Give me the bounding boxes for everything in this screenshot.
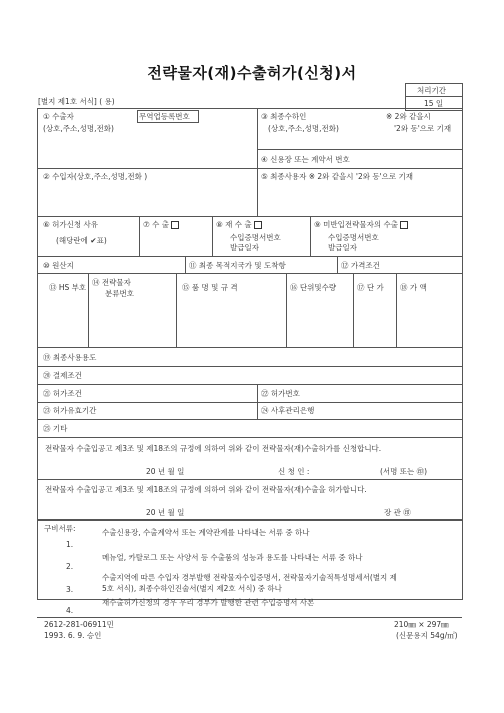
authority-label: 장 관 ㊞ [384, 508, 411, 517]
application-reason-sublabel: (해당란에 ✔표) [56, 236, 107, 245]
doc-4-text: 재수출허가신청의 경우 우리 경부가 발행한 관련 수입증명서 사본 [102, 598, 315, 607]
origin-label: ⑩ 원산지 [43, 261, 74, 270]
end-use-label: ⑲ 최종사용용도 [43, 353, 97, 362]
processing-period-label: 처리기간 [417, 86, 446, 95]
application-date: 20 년 월 일 [146, 467, 185, 476]
consignee-label: ③ 최종수하인 [261, 112, 307, 121]
item-name-header: ⑮ 품 명 및 규 격 [182, 283, 238, 292]
applicant-label: 신 청 인 : [278, 467, 310, 476]
follow-up-bank-label: ㉔ 사후관리은행 [261, 406, 315, 415]
application-reason-label: ⑥ 허가신청 사유 [43, 220, 98, 229]
license-validity-label: ㉓ 허가유효기간 [43, 406, 97, 415]
processing-period-value: 15 일 [424, 99, 444, 108]
consignee-sublabel: (상호,주소,성명,전화) [268, 124, 339, 133]
export-checkbox[interactable] [171, 221, 179, 229]
non-import-cert-no: 수입증명서번호 [328, 233, 379, 242]
required-documents-label: 구비서류: [44, 524, 76, 533]
application-statement: 전략물자 수출입공고 제3조 및 제18조의 규정에 의하여 위와 같이 전략물자(재)수출허가를 신청합니다. [45, 444, 382, 453]
page-title: 전략물자(재)수출허가(신청)서 [147, 64, 357, 82]
grant-statement: 전략물자 수출입공고 제3조 및 제18조의 규정에 의하여 위와 같이 전략물자(재)수출을 허가합니다. [45, 485, 367, 494]
export-label: ⑦ 수 출 [143, 220, 179, 229]
license-number-label: ㉒ 허가번호 [261, 389, 300, 398]
consignee-note2: '2와 동'으로 기재 [394, 124, 452, 133]
doc-4-number: 4. [66, 606, 74, 615]
unit-quantity-header: ⑯ 단위및수량 [290, 283, 337, 292]
signature-label: (서명 또는 ㊞) [380, 467, 428, 476]
price-terms-label: ⑫ 가격조건 [341, 261, 380, 270]
payment-terms-label: ⑳ 결제조건 [43, 371, 82, 380]
importer-label: ② 수입자(상호,주소,성명,전화 ) [43, 172, 148, 181]
other-label: ㉕ 기타 [43, 424, 68, 433]
reexport-cert-no: 수입증명서번호 [230, 233, 281, 242]
classification-header-2: 분류번호 [105, 289, 134, 298]
trade-registration-label: 무역업등록번호 [139, 112, 190, 121]
exporter-sublabel: (상호,주소,성명,전화) [43, 124, 114, 133]
grant-date: 20 년 월 일 [146, 508, 185, 517]
destination-label: ⑪ 최종 목적지국가 및 도착항 [189, 261, 286, 270]
doc-3-text: 수출지역에 따른 수입자 경부발행 전략물자수입증명서, 전략물자기술적특성명세서(별지 제 [102, 573, 397, 582]
application-form [37, 108, 463, 521]
doc-1-number: 1. [66, 540, 74, 549]
paper-type: (신문용지 54g/㎡) [396, 631, 458, 640]
hs-code-header: ⑬ HS 부호 [49, 283, 87, 292]
non-import-export-label: ⑨ 미반입전략물자의 수출 [314, 220, 408, 229]
reexport-issue-date: 발급일자 [230, 243, 259, 252]
trade-registration-box [137, 110, 199, 123]
reexport-checkbox[interactable] [254, 221, 262, 229]
doc-2-number: 2. [66, 562, 74, 571]
unit-price-header: ⑰ 단 가 [357, 283, 384, 292]
amount-header: ⑱ 가 액 [400, 283, 427, 292]
approval-date: 1993. 6. 9. 승인 [44, 631, 102, 640]
consignee-note: ※ 2와 같을시 [386, 112, 431, 121]
non-import-export-checkbox[interactable] [400, 221, 408, 229]
classification-header: ⑭ 전략물자 [92, 278, 131, 287]
doc-3-text-2: 5호 서식), 최종수하인진술서(별지 제2호 서식) 중 하나 [102, 584, 282, 593]
form-number: [별지 제1호 서식] ( 용) [38, 97, 115, 106]
non-import-issue-date: 발급일자 [328, 243, 357, 252]
doc-2-text: 메뉴얼, 카탈로그 또는 사양서 등 수출품의 성능과 용도를 나타내는 서류 중 하나 [102, 553, 363, 562]
doc-1-text: 수출신용장, 수출계약서 또는 계약관계를 나타내는 서류 중 하나 [102, 528, 310, 537]
license-conditions-label: ㉑ 허가조건 [43, 389, 82, 398]
reexport-label: ⑧ 재 수 출 [216, 220, 262, 229]
paper-size: 210㎜ × 297㎜ [394, 620, 449, 629]
doc-3-number: 3. [66, 585, 74, 594]
end-user-label: ⑤ 최종사용자 ※ 2와 같을시 '2와 동'으로 기재 [261, 172, 414, 181]
lc-number-label: ④ 신용장 또는 계약서 번호 [261, 155, 350, 164]
exporter-label: ① 수출자 [43, 112, 74, 121]
form-code: 2612-281-06911민 [44, 620, 114, 629]
